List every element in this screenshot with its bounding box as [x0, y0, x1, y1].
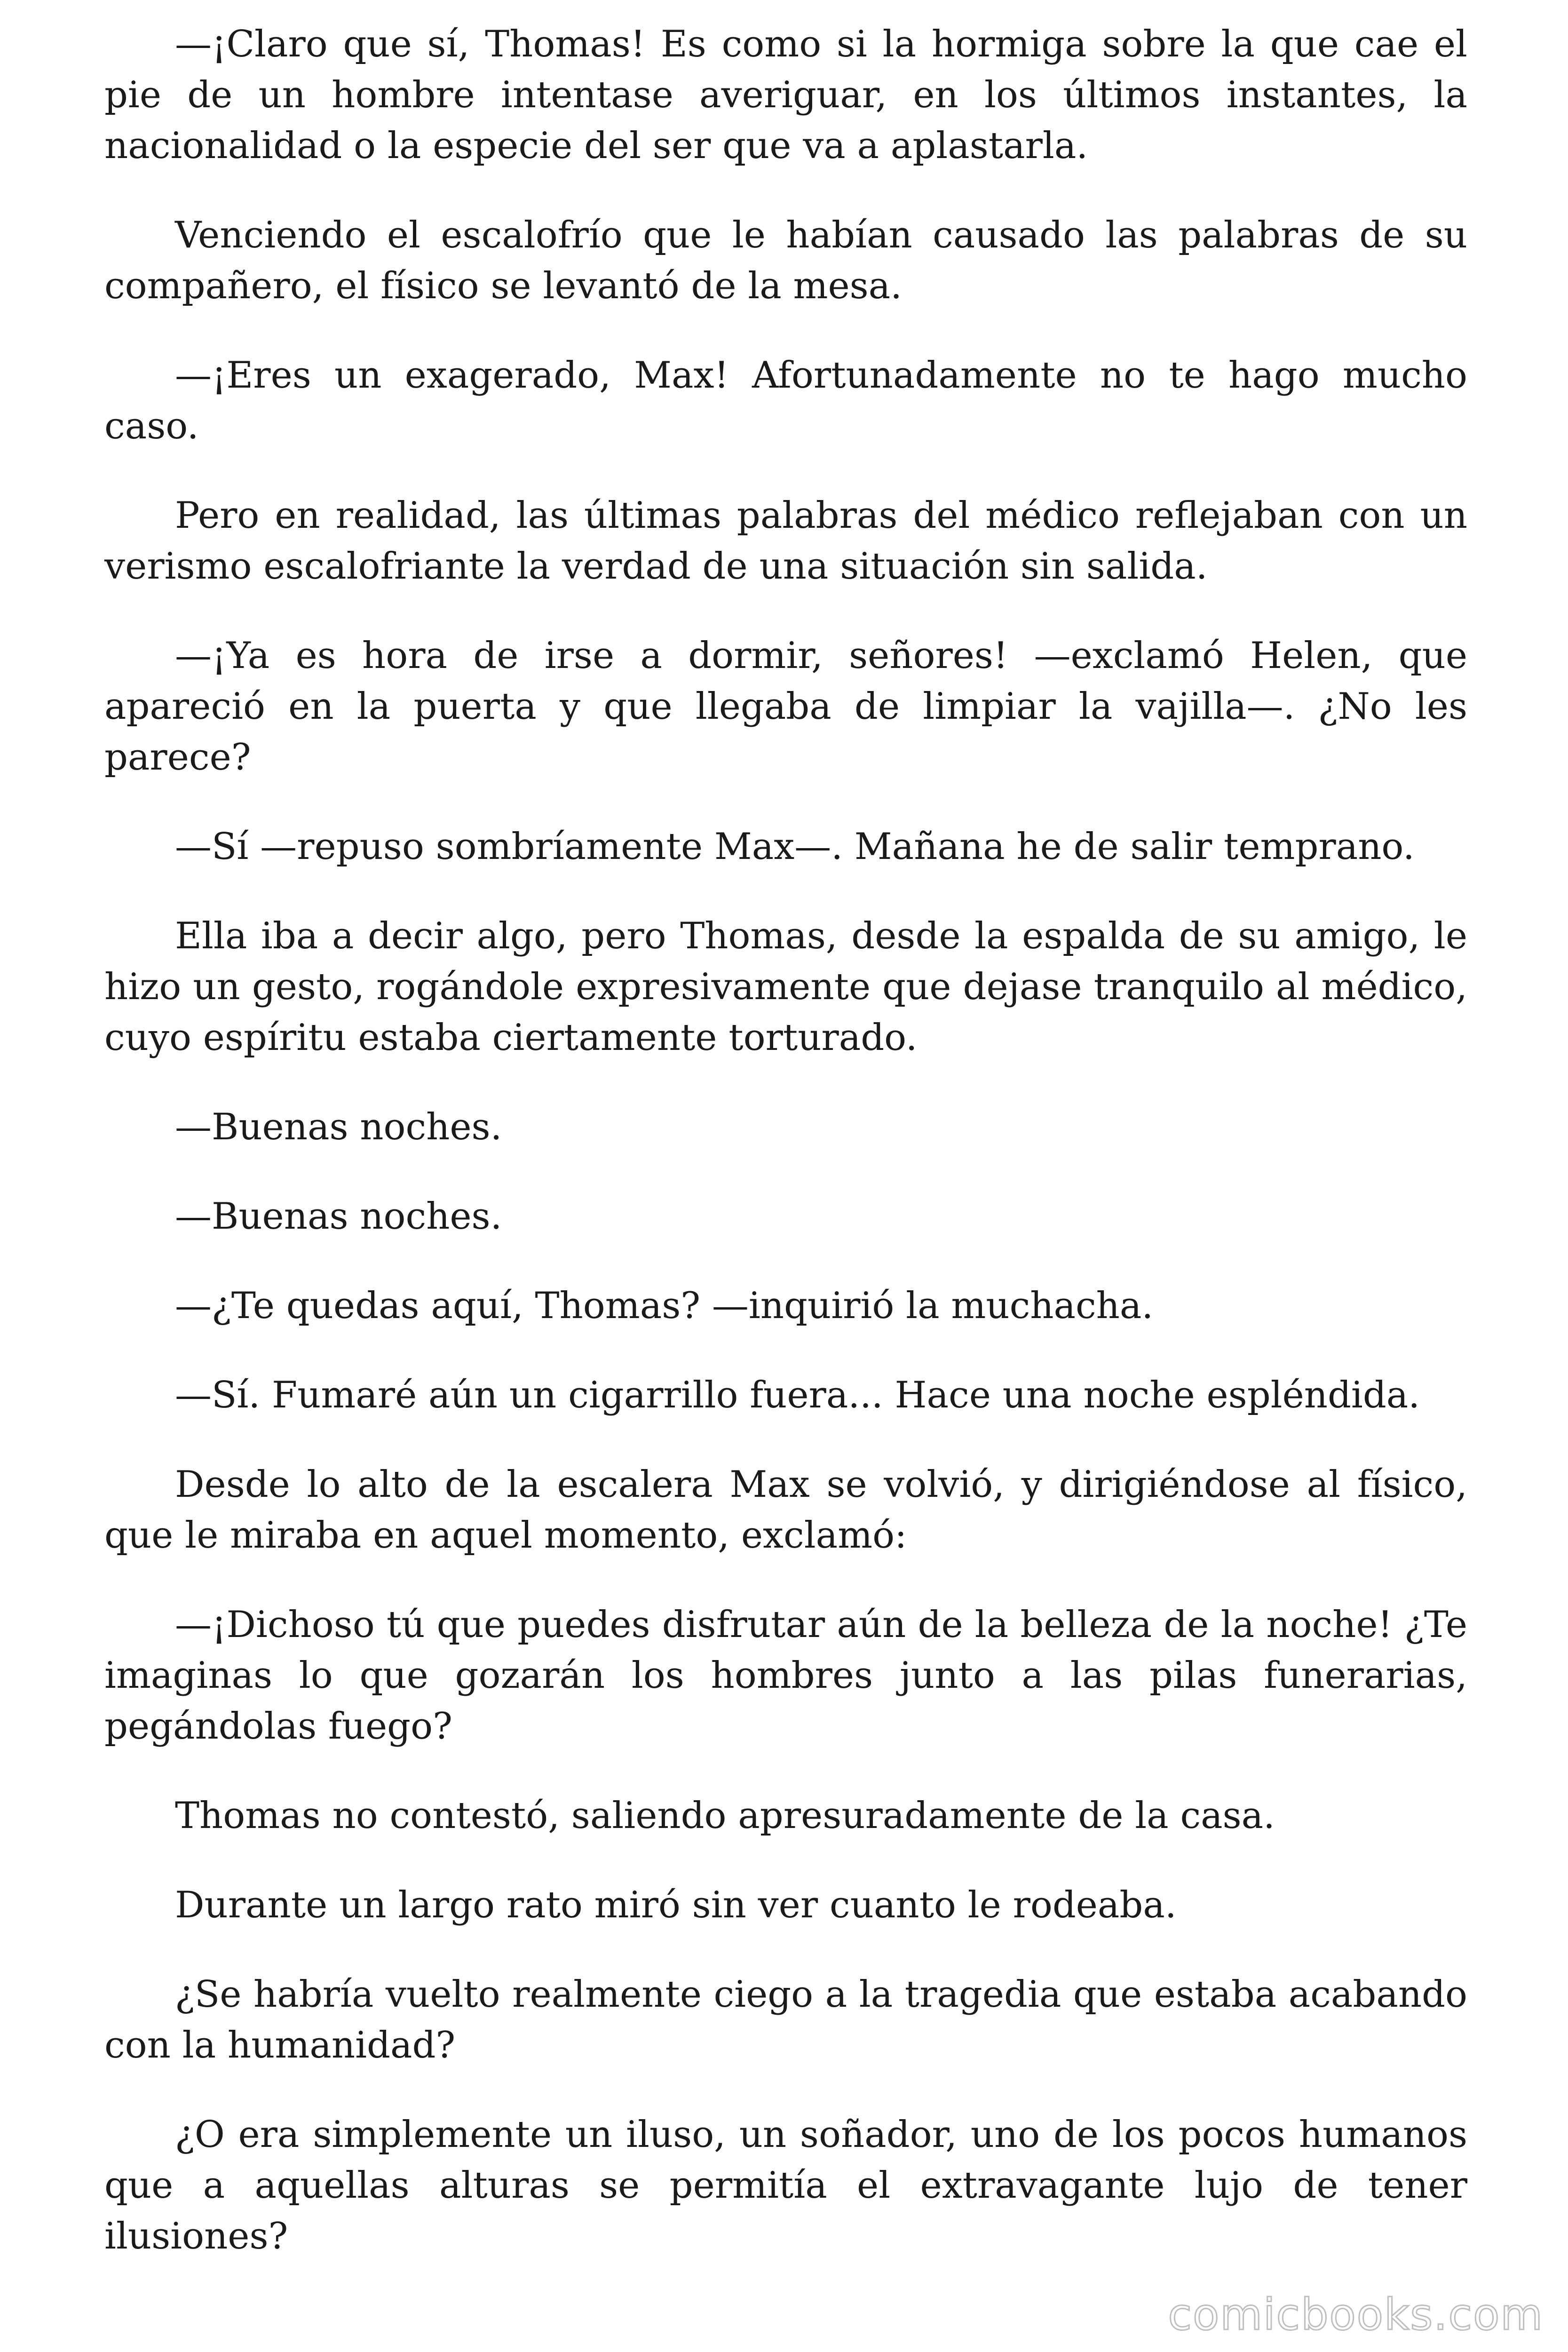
- paragraph: —Sí —repuso sombríamente Max—. Mañana he de salir temprano.: [175, 826, 1415, 868]
- paragraph: —Buenas noches.: [175, 1106, 502, 1148]
- paragraph: —¡Ya es hora de irse a dormir, señores! —exclamó Helen, que apareció en la puerta y que llegaba de limpiar la vajilla—. ¿No les parece?: [104, 635, 1467, 779]
- paragraph: Ella iba a decir algo, pero Thomas, desde la espalda de su amigo, le hizo un gesto, rogándole expresivamente que dejase tranquilo al médico, cuyo espíritu estaba ciertamente torturado.: [104, 915, 1467, 1059]
- book-page-text: [104, 19, 1467, 2262]
- paragraph: —Buenas noches.: [175, 1195, 502, 1238]
- paragraph: Venciendo el escalofrío que le habían causado las palabras de su compañero, el físico se levantó de la mesa.: [104, 214, 1467, 307]
- paragraph: Durante un largo rato miró sin ver cuanto le rodeaba.: [175, 1884, 1177, 1926]
- paragraph: ¿O era simplemente un iluso, un soñador, uno de los pocos humanos que a aquellas alturas se permitía el extravagante lujo de tener ilusiones?: [104, 2114, 1467, 2257]
- paragraph: —¿Te quedas aquí, Thomas? —inquirió la muchacha.: [175, 1285, 1154, 1327]
- paragraph: Desde lo alto de la escalera Max se volvió, y dirigiéndose al físico, que le miraba en aquel momento, exclamó:: [104, 1463, 1467, 1557]
- paragraph: Thomas no contestó, saliendo apresuradamente de la casa.: [175, 1795, 1275, 1837]
- paragraph: —Sí. Fumaré aún un cigarrillo fuera... Hace una noche espléndida.: [175, 1374, 1420, 1416]
- paragraph: —¡Claro que sí, Thomas! Es como si la hormiga sobre la que cae el pie de un hombre intentase averiguar, en los últimos instantes, la nacionalidad o la especie del ser que va a aplastarla.: [104, 23, 1467, 167]
- paragraph: —¡Eres un exagerado, Max! Afortunadamente no te hago mucho caso.: [104, 354, 1467, 447]
- paragraph: —¡Dichoso tú que puedes disfrutar aún de la belleza de la noche! ¿Te imaginas lo que gozarán los hombres junto a las pilas funerarias, pegándolas fuego?: [104, 1604, 1467, 1748]
- paragraph: Pero en realidad, las últimas palabras del médico reflejaban con un verismo escalofriante la verdad de una situación sin salida.: [104, 494, 1467, 588]
- watermark-text: comicbooks.com: [1168, 2289, 1544, 2340]
- paragraph: ¿Se habría vuelto realmente ciego a la tragedia que estaba acabando con la humanidad?: [104, 1973, 1467, 2066]
